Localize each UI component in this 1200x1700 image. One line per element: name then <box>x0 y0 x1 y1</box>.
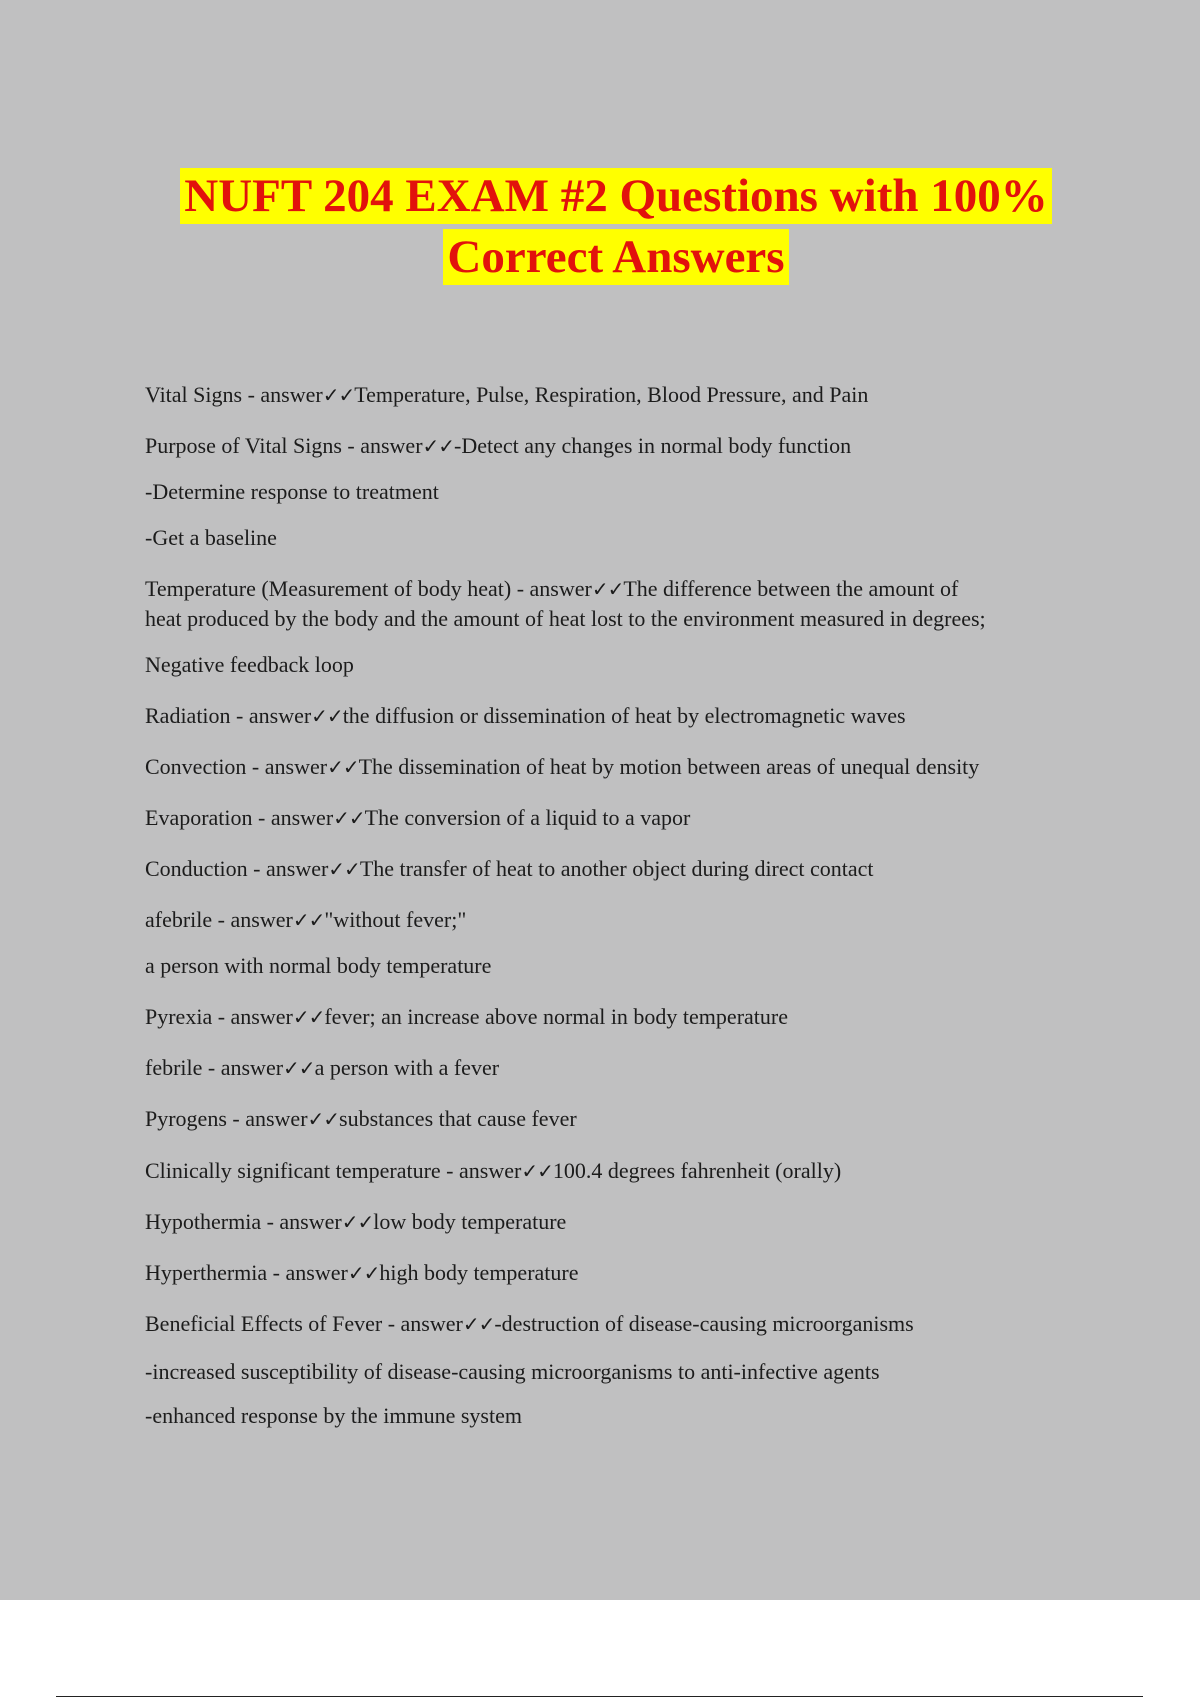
qa-entry <box>145 752 979 782</box>
qa-term: febrile - answer <box>145 1055 284 1080</box>
check-icon: ✓✓ <box>328 857 360 881</box>
qa-continuation: -Determine response to treatment <box>145 479 439 504</box>
check-icon: ✓✓ <box>283 1056 315 1080</box>
qa-answer: The dissemination of heat by motion between areas of unequal density <box>358 754 980 779</box>
qa-term: afebrile - answer <box>145 907 293 932</box>
check-icon: ✓✓ <box>341 1210 374 1234</box>
qa-entry <box>145 380 868 410</box>
qa-continuation: -Get a baseline <box>145 525 277 550</box>
footer-divider <box>56 1696 1143 1697</box>
check-icon: ✓✓ <box>521 1159 553 1183</box>
check-icon: ✓✓ <box>292 1005 325 1029</box>
qa-entry <box>145 1258 579 1288</box>
qa-entry <box>145 431 851 461</box>
qa-continuation: heat produced by the body and the amount of heat lost to the environment measured in degrees; <box>145 606 986 631</box>
qa-answer: 100.4 degrees fahrenheit (orally) <box>552 1158 842 1183</box>
qa-entry <box>145 1309 914 1339</box>
qa-answer: low body temperature <box>373 1209 567 1234</box>
qa-entry <box>145 854 874 884</box>
check-icon: ✓✓ <box>292 908 325 932</box>
qa-entry <box>145 574 958 604</box>
qa-answer: -Detect any changes in normal body function <box>454 433 852 458</box>
qa-term: Convection - answer <box>145 754 328 779</box>
qa-answer: -destruction of disease-causing microorganisms <box>494 1311 914 1336</box>
title-line-1: NUFT 204 EXAM #2 Questions with 100% <box>180 168 1051 224</box>
qa-term: Vital Signs - answer <box>145 382 323 407</box>
qa-term: Purpose of Vital Signs - answer <box>145 433 423 458</box>
title-line-2: Correct Answers <box>443 229 788 285</box>
qa-entry <box>145 905 466 935</box>
qa-answer: fever; an increase above normal in body temperature <box>324 1004 788 1029</box>
qa-entry <box>145 803 690 833</box>
qa-term: Pyrogens - answer <box>145 1106 308 1131</box>
qa-answer: substances that cause fever <box>339 1106 577 1131</box>
qa-term: Evaporation - answer <box>145 805 334 830</box>
document-title <box>0 168 1200 290</box>
check-icon: ✓✓ <box>462 1312 495 1336</box>
qa-term: Conduction - answer <box>145 856 329 881</box>
qa-term: Radiation - answer <box>145 703 312 728</box>
check-icon: ✓✓ <box>591 577 624 601</box>
qa-answer: The transfer of heat to another object during direct contact <box>359 856 874 881</box>
qa-continuation: -enhanced response by the immune system <box>145 1403 522 1428</box>
qa-term: Pyrexia - answer <box>145 1004 293 1029</box>
qa-continuation: Negative feedback loop <box>145 652 354 677</box>
qa-term: Temperature (Measurement of body heat) - answer <box>145 576 592 601</box>
qa-continuation: a person with normal body temperature <box>145 953 492 978</box>
qa-term: Hyperthermia - answer <box>145 1260 348 1285</box>
check-icon: ✓✓ <box>347 1261 380 1285</box>
qa-answer: The difference between the amount of <box>623 576 959 601</box>
qa-term: Clinically significant temperature - answer <box>145 1158 522 1183</box>
qa-entry <box>145 1053 499 1083</box>
check-icon: ✓✓ <box>311 704 343 728</box>
qa-entry <box>145 1002 788 1032</box>
check-icon: ✓✓ <box>327 755 359 779</box>
qa-term: Hypothermia - answer <box>145 1209 342 1234</box>
qa-answer: a person with a fever <box>314 1055 500 1080</box>
check-icon: ✓✓ <box>422 434 455 458</box>
qa-entry <box>145 1104 577 1134</box>
qa-answer: Temperature, Pulse, Respiration, Blood Pressure, and Pain <box>354 382 869 407</box>
check-icon: ✓✓ <box>307 1107 340 1131</box>
check-icon: ✓✓ <box>333 806 365 830</box>
qa-term: Beneficial Effects of Fever - answer <box>145 1311 463 1336</box>
qa-continuation: -increased susceptibility of disease-causing microorganisms to anti-infective agents <box>145 1359 880 1384</box>
qa-entry <box>145 701 906 731</box>
qa-answer: The conversion of a liquid to a vapor <box>364 805 691 830</box>
qa-entry <box>145 1156 841 1186</box>
qa-answer: the diffusion or dissemination of heat by electromagnetic waves <box>342 703 906 728</box>
check-icon: ✓✓ <box>322 383 355 407</box>
qa-entry <box>145 1207 566 1237</box>
qa-answer: high body temperature <box>379 1260 579 1285</box>
qa-answer: "without fever;" <box>324 907 467 932</box>
